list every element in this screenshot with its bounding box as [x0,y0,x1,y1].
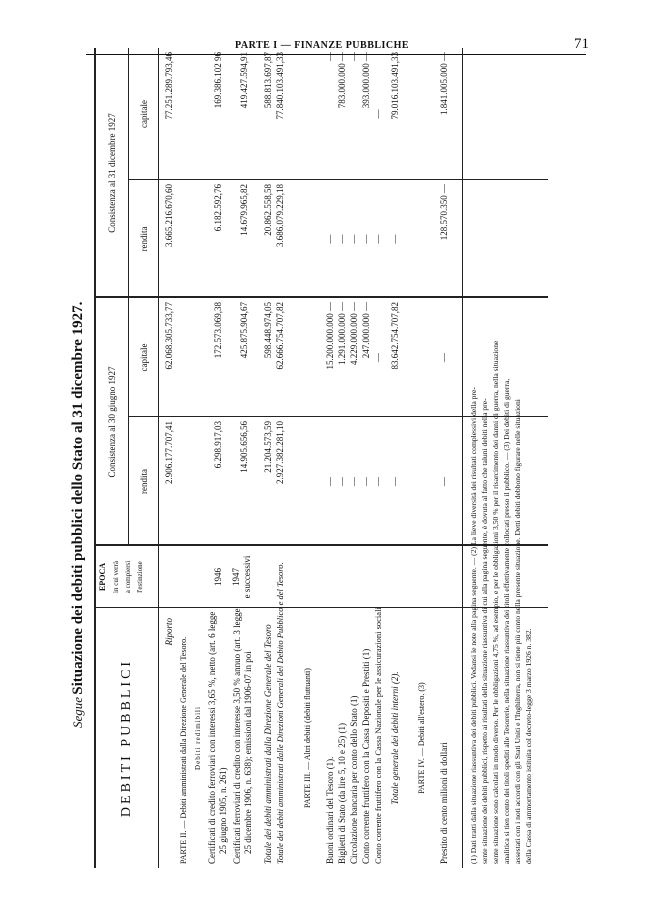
parte2-total2-rendita-1: 2.927.382.281,10 [275,421,285,484]
parte2-total1-label: Totale dei debiti amministrati dalla Direzione Generale del Tesoro [263,624,273,864]
col-header-epoca-line4: l'estinzione [136,561,144,593]
parte2-total1-capitale-2: 588.813.697,87 [263,52,273,109]
parte3-row5-rendita-1: — [373,477,383,486]
running-title: PARTE I — FINANZE PUBBLICHE [235,40,410,51]
table-title [71,302,86,728]
parte3-row4-rendita-1: — [361,477,371,486]
parte4-heading: PARTE IV. — Debiti all'estero. (3) [417,682,426,794]
table-top-rule [94,48,96,868]
rotated-table-page [68,48,548,868]
parte2-row2-rendita-1: 14.905.656,56 [239,421,249,473]
parte2-row1-capitale-2: 169.386.102 96 [213,52,223,109]
parte3-row4-capitale-1: 247.000.000 — [361,302,371,359]
footnote-line-1: (1) Dati tratti dalla situazione riassuntiva dei debiti pubblici. Vedansi le note alla pagina seguente. — (2) La lieve diversità dei risultati complessivi della pre- [469,387,478,864]
parte2-row2-line1: Certificati ferroviari di credito con interesse 3,50 % annuo (art. 3 legge [232,608,242,864]
parte3-row3-rendita-1: — [349,477,359,486]
col-header-epoca-line2: in cui verrà [112,561,120,593]
parte4-row-label: Prestito di cento milioni di dollari [439,742,449,864]
parte3-total-rendita-1: — [390,477,400,486]
parte2-row2-epoca-2: e successivi [242,555,252,599]
footnote-line-2: sente situazione dei debiti pubblici, rispetto ai risultati della situazione riassuntiva di cui alla pagina seguente, è dovuta al fatto che taluni debiti nella pre- [480,398,489,864]
parte3-row2-capitale-1: 1.291.000.000 — [337,302,347,365]
col-capitale-1: capitale [139,343,149,372]
riporto-capitale-1: 62.068.305.733,77 [164,302,174,370]
parte2-total2-capitale-2: 77.840.103.491,33 [275,52,285,120]
parte3-row3-rendita-2: — [349,234,359,244]
parte2-row1-rendita-2: 6.182.592,76 [213,184,223,232]
footnote-line-4: analitica si tien conto dei titoli spediti alle Tesorerie, nella situazione riassuntiva dei titoli effettivamente collocati presso il pubblico. — (3) Dei debiti di guerra, [502,378,511,864]
riporto-rendita-2: 3.665.216.670,60 [164,184,174,247]
riporto-capitale-2: 77.251.289.793,46 [164,52,174,120]
parte2-row2-capitale-1: 425.875.904,67 [239,302,249,359]
parte3-total-label: Totale generale dei debiti interni (2). [390,671,400,805]
parte3-heading: PARTE III. — Altri debiti (debiti fluttuanti) [303,668,312,808]
title-prefix: Segue [70,696,85,728]
notes-rule [462,48,463,868]
parte2-row1-epoca: 1946 [213,568,223,586]
parte3-total-capitale-2: 79.016.103.491,33 [390,52,400,120]
parte2-total1-rendita-1: 21.204.573,59 [263,421,273,473]
parte3-row1-label: Buoni ordinari del Tesoro (1). [325,756,335,864]
parte2-row1-line2: 25 giugno 1905, n. 261) [218,767,228,854]
parte3-row1-capitale-1: 15.200.000.000 — [325,302,335,370]
footnote-line-3: sente situazione sono calcolati in modo diverso. Per le obbligazioni 4,75 %, ad esempio, e per le obbligazioni 3,50 % per il risarcimento dei danni di guerra, nella situazione [491,340,500,864]
parte3-row3-label: Circolazione bancaria per conto dello Stato (1) [349,695,359,864]
parte2-row2-epoca-1: 1947 [231,568,241,586]
col-capitale-2: capitale [139,100,149,128]
parte3-row3-capitale-1: 4.229.000.000 — [349,302,359,365]
parte2-row2-capitale-2: 419.427.594,91 [239,52,249,109]
parte3-row5-capitale-2: — [373,109,383,119]
parte2-subheading: Debiti redimibili [194,706,202,770]
parte2-total2-label: Totale dei debiti amministrati dalle Direzioni Generali del Debito Pubblico e del Tesoro. [275,562,285,864]
parte2-total1-rendita-2: 20.862.558,58 [263,184,273,236]
parte3-row3-capitale-2: — [349,52,359,61]
parte4-rendita-2: 128.570.350 — [439,184,449,241]
parte2-row1-capitale-1: 172.573.069,38 [213,302,223,359]
parte2-total2-capitale-1: 62.666.754.707,82 [275,302,285,370]
parte3-row2-rendita-1: — [337,477,347,486]
parte3-row2-label: Biglietti di Stato (da lire 5, 10 e 25) (1) [337,723,347,864]
page-number: 71 [574,36,589,52]
riporto-rendita-1: 2.906.177.707,41 [164,421,174,484]
parte2-total2-rendita-2: 3.686.079.229,18 [275,184,285,247]
parte3-row1-capitale-2: — [325,52,335,61]
parte4-capitale-2: 1.841.005.000 — [439,52,449,115]
parte3-row4-label: Conto corrente fruttifero con la Cassa Depositi e Prestiti (1) [361,648,371,864]
parte3-row4-rendita-2: — [361,234,371,244]
header-bottom-rule [158,48,159,868]
riporto-label: Riporto [164,618,174,646]
parte4-rendita-1: — [439,477,449,486]
parte2-heading: PARTE II. — Debiti amministrati dalla Direzione Generale del Tesoro. [179,636,188,864]
parte3-row5-label: Conto corrente fruttifero con la Cassa Nazionale per le assicurazioni sociali [373,607,383,864]
parte3-row2-capitale-2: 783.000.000 — [337,52,347,109]
footnote-line-5: assestati con i noti accordi con gli Stati Uniti e l'Inghilterra, non si tiene più conto nella presente situazione. Detti debiti debbono figurare nelle situazioni [513,399,522,864]
parte3-row5-capitale-1: — [373,353,383,362]
parte3-row4-capitale-2: 393.000.000 — [361,52,371,109]
parte3-total-capitale-1: 83.642.754.707,82 [390,302,400,370]
parte3-row1-rendita-1: — [325,477,335,486]
parte2-row1-line1: Certificati di credito ferroviari con interessi 3,65 %, netto (art. 6 legge [207,611,217,864]
parte2-row2-line2: 25 dicembre 1906, n. 638); emissioni dal 1906-07 in poi [243,651,253,854]
parte2-row1-rendita-1: 6.298.917,03 [213,421,223,469]
parte3-total-rendita-2: — [390,234,400,244]
parte3-row5-rendita-2: — [373,234,383,244]
col-divider-group2 [94,296,548,298]
col-group-1: Consistenza al 30 giugno 1927 [107,366,117,478]
col-rendita-2: rendita [139,226,149,252]
col-header-epoca-line3: a compiersi [124,560,132,594]
col-header-epoca: EPOCA [98,563,107,591]
parte3-row1-rendita-2: — [325,234,335,244]
col-rendita-1: rendita [139,469,149,494]
parte2-row2-rendita-2: 14.679.965,82 [239,184,249,236]
col-header-debiti: DEBITI PUBBLICI [119,658,134,818]
footnote-line-6: della Cassa di ammortamento istituita col decreto-legge 3 marzo 1926 n. 382. [524,628,533,864]
col-group-2: Consistenza al 31 dicembre 1927 [107,113,117,233]
parte2-total1-capitale-1: 598.448.974,05 [263,302,273,359]
title-main: Situazione dei debiti pubblici dello Stato al 31 dicembre 1927. [70,301,86,695]
parte3-row2-rendita-2: — [337,234,347,244]
parte4-capitale-1: — [439,353,449,362]
